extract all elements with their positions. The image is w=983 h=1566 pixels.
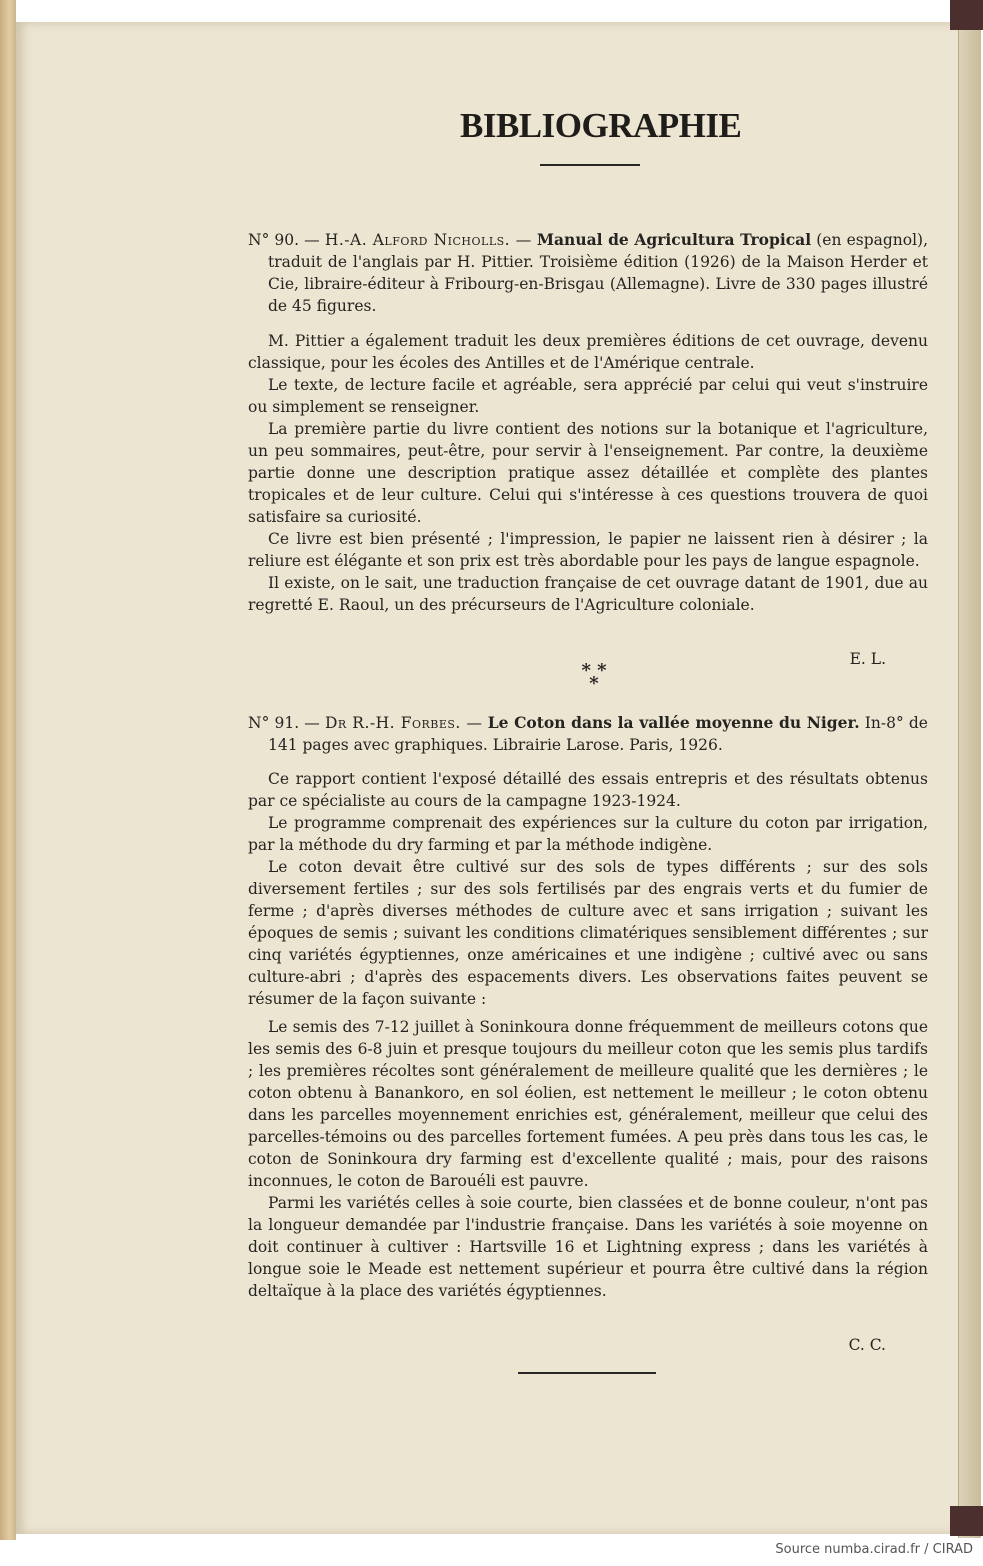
entry-details: (en espagnol), traduit de l'anglais par H. Pittier. Troisième édition (1926) de la Maison Herder et Cie, libraire-éditeur à Fribourg-en-Brisgau (Allemagne). Livre de 330 pages illustré de 45 figures. xyxy=(268,231,929,315)
review-paragraph: Ce livre est bien présenté ; l'impression, le papier ne laissent rien à désirer ; la reliure est élégante et son prix est très abordable pour les pays de langue espagnole. xyxy=(248,530,928,570)
entry-book-title: Le Coton dans la vallée moyenne du Niger. xyxy=(487,713,860,732)
entry-author: H.-A. Alford Nicholls. — xyxy=(324,231,532,249)
entry-90-review xyxy=(248,330,928,616)
end-rule xyxy=(518,1372,656,1374)
entry-91-review xyxy=(248,768,928,1302)
book-spine-edge xyxy=(0,0,16,1540)
binding-corner-top xyxy=(950,0,983,30)
entry-number: N° 90. — xyxy=(248,231,320,249)
review-paragraph: Le programme comprenait des expériences sur la culture du coton par irrigation, par la méthode du dry farming et par la méthode indigène. xyxy=(248,814,928,854)
review-paragraph: Le semis des 7-12 juillet à Soninkoura donne fréquemment de meilleurs cotons que les semis des 6-8 juin et presque toujours du meilleur coton que les semis plus tardifs ; les premières récoltes sont généralement de meilleure qualité que les dernières ; le coton obtenu à Banankoro, en sol éolien, est nettement le meilleur ; le coton obtenu dans les parcelles moyennement enrichies est, généralement, meilleur que celui des parcelles-témoins ou des parcelles fortement fumées. A peu près dans tous les cas, le coton de Soninkoura dry farming est d'excellente qualité ; mais, pour des raisons inconnues, le coton de Barouéli est pauvre. xyxy=(248,1018,928,1190)
entry-author: Dr R.-H. Forbes. — xyxy=(324,714,483,732)
review-signature: E. L. xyxy=(849,650,886,668)
review-paragraph: Ce rapport contient l'exposé détaillé des essais entrepris et des résultats obtenus par ce spécialiste au cours de la campagne 1923-1924. xyxy=(248,770,928,810)
entry-91-heading xyxy=(248,712,928,756)
review-paragraph: Parmi les variétés celles à soie courte, bien classées et de bonne couleur, n'ont pas la longueur demandée par l'industrie française. Dans les variétés à soie moyenne on doit continuer à cultiver : Hartsville 16 et Lightning express ; dans les variétés à longue soie le Meade est nettement supérieur et pourra être cultivé dans la région deltaïque à la place des variétés égyptiennes. xyxy=(248,1194,928,1300)
title-rule xyxy=(540,164,640,166)
review-signature: C. C. xyxy=(848,1336,886,1354)
entry-90-heading xyxy=(248,229,928,317)
review-paragraph: La première partie du livre contient des notions sur la botanique et l'agriculture, un peu sommaires, peut-être, pour servir à l'enseignement. Par contre, la deuxième partie donne une description pratique assez détaillée et complète des plantes tropicales et de leur culture. Celui qui s'intéresse à ces questions trouvera de quoi satisfaire sa curiosité. xyxy=(248,420,928,526)
entry-details: In-8° de 141 pages avec graphiques. Librairie Larose. Paris, 1926. xyxy=(268,714,928,754)
entry-book-title: Manual de Agricultura Tropical xyxy=(536,230,812,249)
binding-corner-bottom xyxy=(950,1506,983,1536)
source-credit: Source numba.cirad.fr / CIRAD xyxy=(775,1542,973,1557)
review-paragraph: Le texte, de lecture facile et agréable, sera apprécié par celui qui veut s'instruire ou simplement se renseigner. xyxy=(248,376,928,416)
entry-number: N° 91. — xyxy=(248,714,320,732)
review-paragraph: M. Pittier a également traduit les deux premières éditions de cet ouvrage, devenu classique, pour les écoles des Antilles et de l'Amérique centrale. xyxy=(248,332,928,372)
section-separator: * * * xyxy=(581,660,607,694)
page-edge xyxy=(958,14,981,1538)
review-paragraph: Le coton devait être cultivé sur des sols de types différents ; sur des sols diversement fertiles ; sur des sols fertilisés par des engrais verts et du fumier de ferme ; d'après diverses méthodes de culture avec et sans irrigation ; suivant les époques de semis ; suivant les conditions climatériques sensiblement différentes ; sur cinq variétés égyptiennes, onze américaines et une indigène ; cultivé avec ou sans culture-abri ; d'après des espacements divers. Les observations faites peuvent se résumer de la façon suivante : xyxy=(248,858,928,1008)
review-paragraph: Il existe, on le sait, une traduction française de cet ouvrage datant de 1901, due au regretté E. Raoul, un des précurseurs de l'Agriculture coloniale. xyxy=(248,574,928,614)
page-title: BIBLIOGRAPHIE xyxy=(460,106,742,145)
